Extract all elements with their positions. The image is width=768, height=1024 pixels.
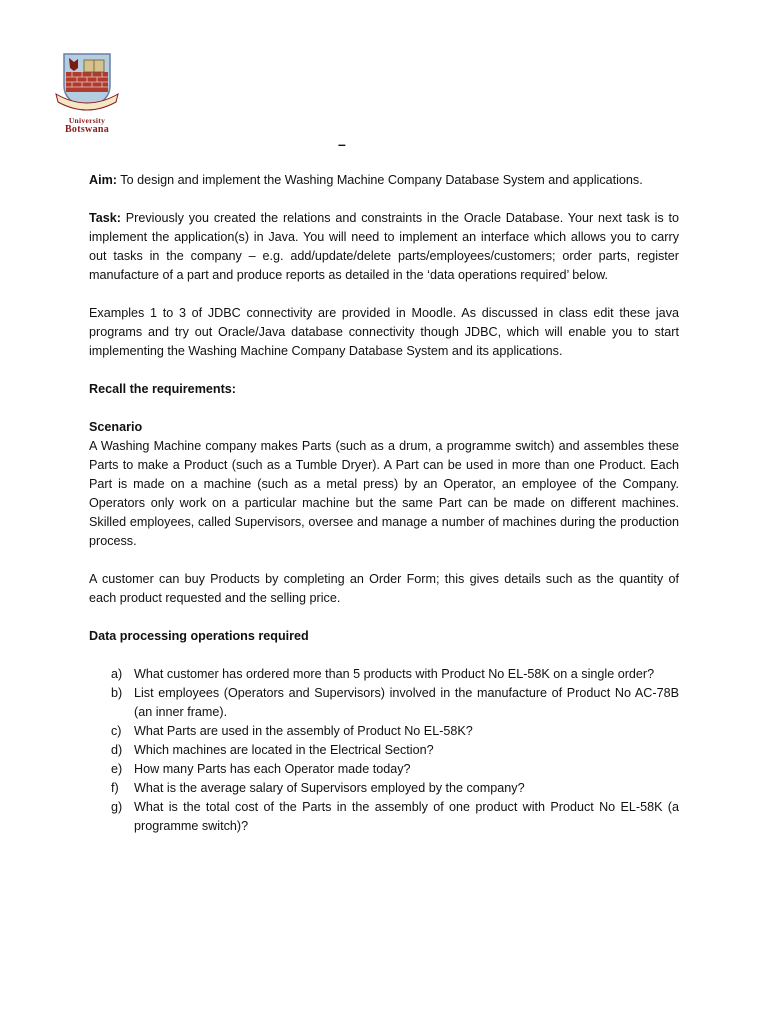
list-item	[89, 798, 679, 836]
operations-list	[89, 665, 679, 836]
document-body	[89, 171, 679, 836]
list-marker: a)	[111, 667, 123, 681]
list-item	[89, 760, 679, 779]
university-crest-icon	[52, 50, 122, 114]
recall-heading: Recall the requirements:	[89, 382, 236, 396]
list-item-text: What customer has ordered more than 5 products with Product No EL-58K on a single order?	[134, 667, 655, 681]
examples-paragraph: Examples 1 to 3 of JDBC connectivity are provided in Moodle. As discussed in class edit these java programs and try out Oracle/Java database connectivity though JDBC, which will enable you to start implementing the Washing Machine Company Database System and its applications.	[89, 306, 679, 358]
task-text: Previously you created the relations and constraints in the Oracle Database. Your next task is to implement the application(s) in Java. You will need to implement an interface which allows you to carry out tasks in the company – e.g. add/update/delete parts/employees/customers; order parts, register manufacture of a part and produce reports as detailed in the ‘data operations required’ below.	[89, 211, 679, 282]
university-logo	[52, 50, 122, 140]
scenario-paragraph-2: A customer can buy Products by completing an Order Form; this gives details such as the quantity of each product requested and the selling price.	[89, 572, 679, 605]
list-item-text: What is the total cost of the Parts in the assembly of one product with Product No EL-58K (a programme switch)?	[134, 800, 679, 833]
task-paragraph	[89, 209, 679, 285]
logo-botswana-text: Botswana	[64, 124, 110, 135]
scenario-heading: Scenario	[89, 420, 143, 434]
task-label: Task:	[89, 211, 121, 225]
list-item	[89, 722, 679, 741]
aim-label: Aim:	[89, 173, 117, 187]
list-item-text: Which machines are located in the Electrical Section?	[134, 743, 434, 757]
title-separator: –	[338, 136, 346, 152]
list-marker: b)	[111, 686, 123, 700]
list-item	[89, 665, 679, 684]
list-item-text: List employees (Operators and Supervisors) involved in the manufacture of Product No AC-78B (an inner frame).	[134, 686, 679, 719]
list-marker: d)	[111, 743, 123, 757]
scenario-paragraph-1: A Washing Machine company makes Parts (such as a drum, a programme switch) and assembles these Parts to make a Product (such as a Tumble Dryer). A Part can be used in more than one Product. Each Part is made on a machine (such as a metal press) by an Operator, an employee of the Company. Operators only work on a particular machine but the same Part can be made on different machines. Skilled employees, called Supervisors, oversee and manage a number of machines during the production process.	[89, 439, 679, 548]
list-marker: e)	[111, 762, 123, 776]
aim-text: To design and implement the Washing Machine Company Database System and applications.	[117, 173, 643, 187]
list-item-text: What Parts are used in the assembly of Product No EL-58K?	[134, 724, 473, 738]
operations-heading: Data processing operations required	[89, 629, 309, 643]
aim-paragraph	[89, 171, 679, 190]
list-item	[89, 779, 679, 798]
list-marker: g)	[111, 800, 123, 814]
list-item	[89, 741, 679, 760]
list-marker: f)	[111, 781, 119, 795]
list-marker: c)	[111, 724, 122, 738]
list-item-text: How many Parts has each Operator made today?	[134, 762, 411, 776]
logo-university-text: University	[68, 116, 106, 125]
list-item	[89, 684, 679, 722]
list-item-text: What is the average salary of Supervisors employed by the company?	[134, 781, 525, 795]
